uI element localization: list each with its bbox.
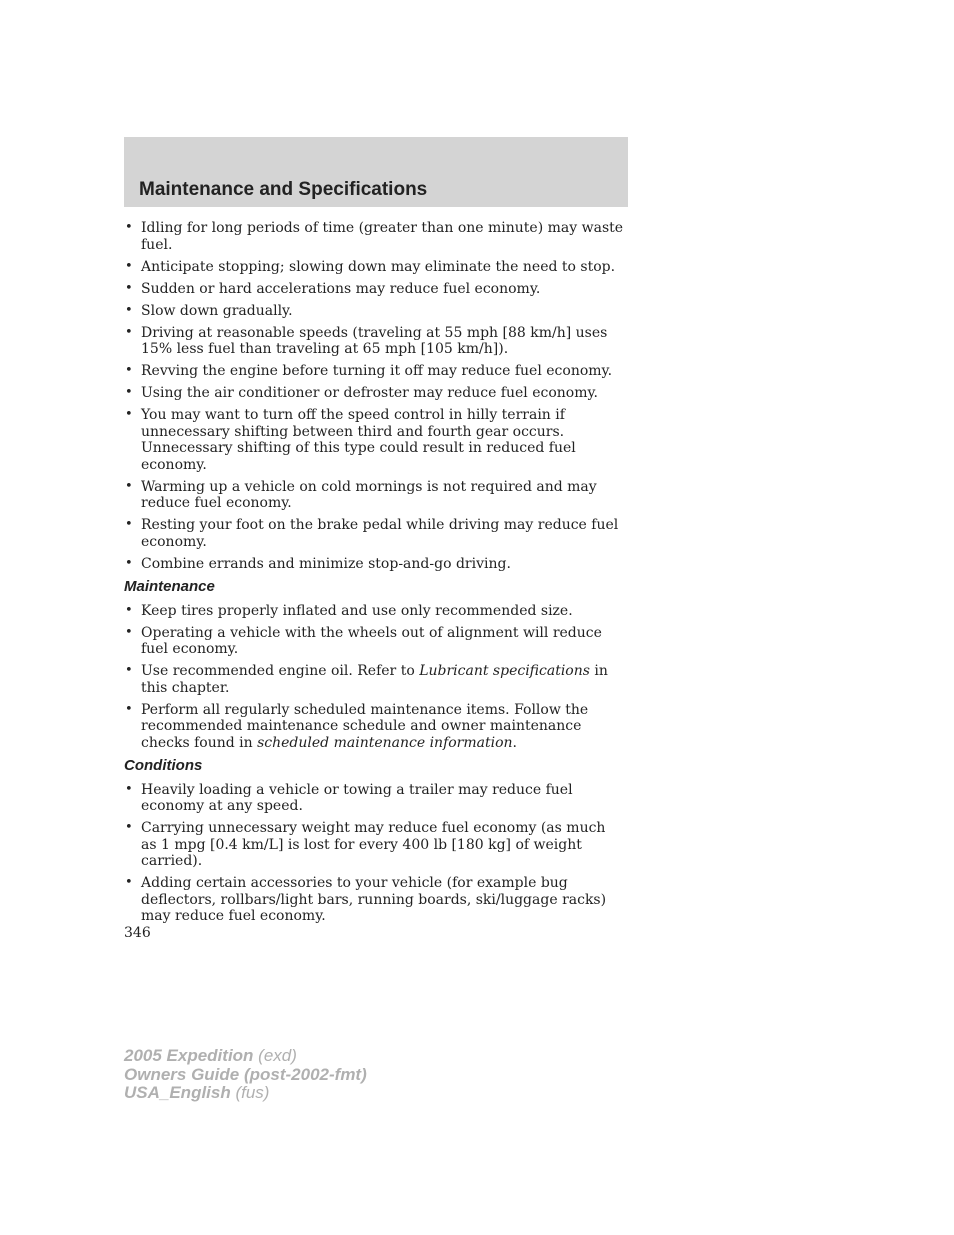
cross-reference: scheduled maintenance information (257, 734, 513, 751)
list-item-text: Driving at reasonable speeds (traveling at 55 mph [88 km/h] uses 15% less fuel than traveling at 65 mph [105 km/h]). (141, 324, 608, 357)
list-item (124, 363, 624, 380)
list-item-text: Slow down gradually. (141, 302, 293, 319)
list-item-text: Warming up a vehicle on cold mornings is not required and may reduce fuel economy. (141, 478, 597, 511)
footer-language: USA_English (124, 1083, 231, 1102)
list-item-text: Combine errands and minimize stop-and-go driving. (141, 555, 511, 572)
list-item-text: Idling for long periods of time (greater than one minute) may waste fuel. (141, 220, 624, 253)
list-item-text: Resting your foot on the brake pedal while driving may reduce fuel economy. (141, 517, 619, 550)
list-item (124, 625, 624, 658)
footer-model-code: (exd) (253, 1046, 297, 1065)
page-number: 346 (124, 925, 151, 941)
bullet-list (124, 603, 624, 752)
section-heading-conditions: Conditions (124, 756, 203, 774)
section-heading-maintenance: Maintenance (124, 577, 215, 595)
list-item-text: Carrying unnecessary weight may reduce fuel economy (as much as 1 mpg [0.4 km/L] is lost for every 400 lb [180 kg] of weight carried). (141, 820, 606, 869)
list-item-text: . (512, 734, 517, 751)
footer-guide: Owners Guide (post-2002-fmt) (124, 1064, 367, 1084)
list-item (124, 782, 624, 815)
bullet-list (124, 220, 624, 572)
list-item (124, 702, 624, 752)
list-item-text: Use recommended engine oil. Refer to (141, 663, 420, 679)
list-item (124, 220, 624, 253)
list-item-text: Using the air conditioner or defroster may reduce fuel economy. (141, 385, 598, 401)
footer-language-code: (fus) (230, 1083, 270, 1102)
list-item (124, 407, 624, 473)
main-content (124, 220, 624, 930)
list-item (124, 603, 624, 620)
list-item (124, 663, 624, 696)
footer-line-1 (124, 1047, 367, 1066)
list-item-text: Anticipate stopping; slowing down may eliminate the need to stop. (141, 258, 616, 275)
document-footer (124, 1047, 367, 1103)
cross-reference: Lubricant specifications (419, 663, 590, 679)
list-item (124, 385, 624, 402)
list-item-text: Perform all regularly scheduled maintenance items. Follow the recommended maintenance schedule and owner maintenance checks found in (141, 701, 589, 751)
list-item (124, 479, 624, 512)
list-item (124, 556, 624, 573)
list-item-text: Revving the engine before turning it off may reduce fuel economy. (141, 363, 613, 379)
list-item-text: Operating a vehicle with the wheels out of alignment will reduce fuel economy. (141, 624, 602, 657)
list-item (124, 517, 624, 550)
list-item (124, 303, 624, 320)
list-item-text: Heavily loading a vehicle or towing a trailer may reduce fuel economy at any speed. (141, 781, 573, 814)
bullet-list (124, 782, 624, 925)
list-item (124, 820, 624, 870)
footer-line-3 (124, 1084, 367, 1103)
page-title: Maintenance and Specifications (139, 179, 428, 200)
list-item (124, 259, 624, 276)
list-item-text: You may want to turn off the speed control in hilly terrain if unnecessary shifting between third and fourth gear occurs. Unnecessary shifting of this type could result in reduced fuel economy. (141, 407, 576, 473)
list-item-text: Sudden or hard accelerations may reduce fuel economy. (141, 280, 541, 297)
list-item-text: Adding certain accessories to your vehicle (for example bug deflectors, rollbars/light bars, running boards, ski/luggage racks) may reduce fuel economy. (141, 875, 607, 924)
list-item (124, 325, 624, 358)
list-item-text: in this chapter. (141, 663, 608, 696)
list-item-text: Keep tires properly inflated and use only recommended size. (141, 602, 573, 619)
footer-line-2 (124, 1066, 367, 1085)
list-item (124, 281, 624, 298)
section-header-bar (124, 137, 628, 207)
footer-model: 2005 Expedition (124, 1046, 254, 1065)
list-item (124, 875, 624, 925)
